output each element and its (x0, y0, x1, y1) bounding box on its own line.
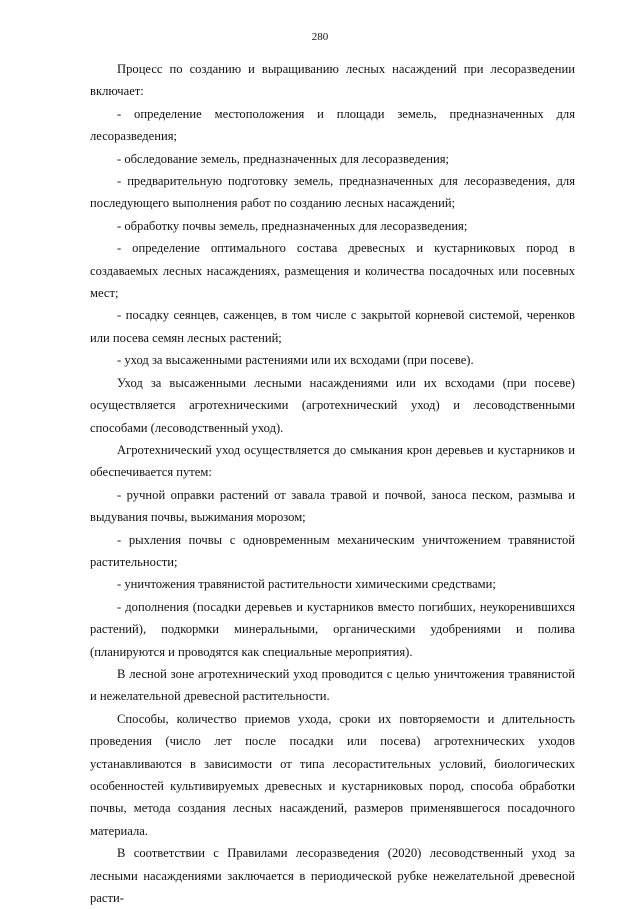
page-number: 280 (311, 31, 329, 43)
list-item: - определение местоположения и площади земель, предназначенных для лесоразведения; (90, 106, 575, 144)
paragraph: Агротехнический уход осуществляется до смыкания крон деревьев и кустарников и обеспечивается путем: (90, 442, 575, 480)
paragraph: Способы, количество приемов ухода, сроки их повторяемости и длительность проведения (число лет после посадки или посева) агротехнических уходов устанавливаются в зависимости от типа лесорастительных условий, биологических особенностей культивируемых древесных и кустарниковых пород, способа обработки почвы, метода создания лесных насаждений, размеров применявшегося посадочного материала. (90, 711, 575, 838)
paragraph: В лесной зоне агротехнический уход проводится с целью уничтожения травянистой и нежелательной древесной растительности. (90, 666, 575, 704)
list-item: - уничтожения травянистой растительности химическими средствами; (117, 577, 496, 592)
list-item: - уход за высаженными растениями или их всходами (при посеве). (117, 353, 474, 368)
list-item: - посадку сеянцев, саженцев, в том числе с закрытой корневой системой, черенков или посева семян лесных растений; (90, 308, 575, 345)
list-item: - предварительную подготовку земель, предназначенных для лесоразведения, для последующего выполнения работ по созданию лесных насаждений; (90, 174, 575, 211)
list-item: - ручной оправки растений от завала травой и почвой, заноса песком, размыва и выдувания почвы, выжимания морозом; (90, 487, 575, 525)
list-item: - обработку почвы земель, предназначенных для лесоразведения; (117, 218, 468, 233)
list-item: - определение оптимального состава древесных и кустарниковых пород в создаваемых лесных насаждениях, размещения и количества посадочных или посевных мест; (90, 241, 575, 301)
paragraph: В соответствии с Правилами лесоразведения (2020) лесоводственный уход за лесными насаждениями заключается в периодической рубке нежелательной древесной расти- (90, 846, 575, 906)
paragraph-intro: Процесс по созданию и выращиванию лесных насаждений при лесоразведении включает: (90, 62, 575, 99)
body-text (90, 58, 575, 909)
paragraph: Уход за высаженными лесными насаждениями или их всходами (при посеве) осуществляется агротехническими (агротехнический уход) и лесоводственными способами (лесоводственный уход). (90, 375, 575, 435)
list-item: - обследование земель, предназначенных для лесоразведения; (117, 151, 450, 166)
list-item: - дополнения (посадки деревьев и кустарников вместо погибших, неукоренившихся растений), подкормки минеральными, органическими удобрениями и полива (планируются и проводятся как специальные мероприятия). (90, 599, 575, 659)
list-item: - рыхления почвы с одновременным механическим уничтожением травянистой растительности; (90, 532, 575, 569)
